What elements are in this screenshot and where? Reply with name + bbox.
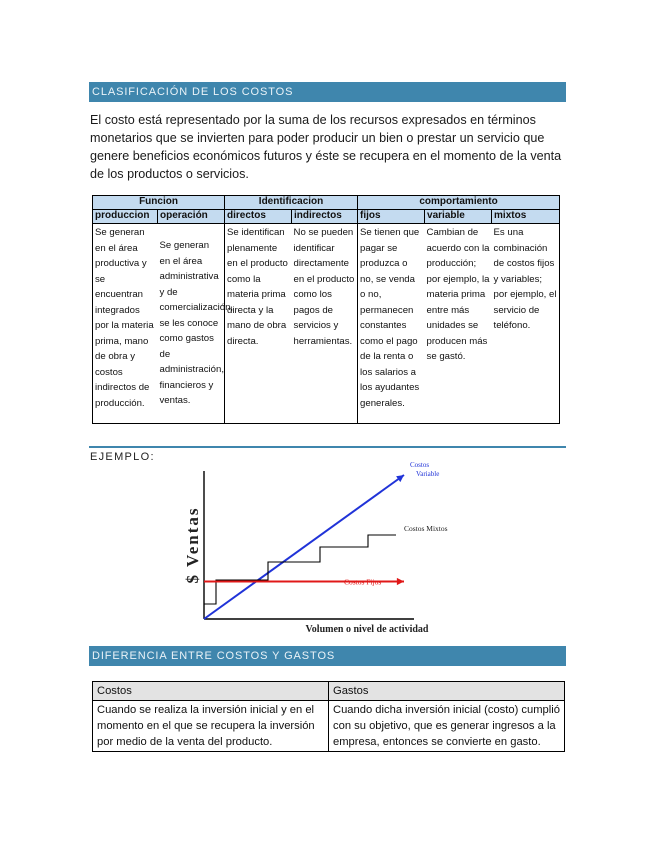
column-header-directos: directos (225, 210, 292, 224)
legend-label-costos-fijos: Costos Fijos (344, 577, 382, 587)
cell-produccion: Se generan en el área productiva y se encuentran integrados por la materia prima, mano de obra y costos indirectos de producción. (93, 224, 158, 424)
arrowhead-costos-fijos (397, 578, 404, 585)
group-header-funcion: Funcion (93, 196, 225, 210)
column-header-indirectos: indirectos (292, 210, 358, 224)
intro-paragraph: El costo está representado por la suma de los recursos expresados en términos monetarios que se invierten para poder producir un bien o prestar un servicio que genere beneficios económicos futuros y éste se recupera en el momento de la venta de los productos o servicios. (90, 113, 562, 181)
legend-label-costos-variable: Costos Variable (410, 461, 440, 478)
header-costos: Costos (93, 682, 329, 701)
costs-vs-expenses-table (92, 681, 565, 752)
section-title-ejemplo: EJEMPLO: (90, 451, 155, 463)
chart-y-axis-label: $ Ventas (183, 506, 202, 584)
section-title-diferencia: DIFERENCIA ENTRE COSTOS Y GASTOS (89, 646, 566, 666)
cell-mixtos: Es una combinación de costos fijos y variables; por ejemplo, el servicio de teléfono. (492, 224, 560, 424)
column-header-fijos: fijos (358, 210, 425, 224)
column-header-operacion: operación (158, 210, 225, 224)
section-divider (89, 446, 566, 448)
column-header-mixtos: mixtos (492, 210, 560, 224)
column-header-produccion: produccion (93, 210, 158, 224)
series-costos-variable (204, 475, 404, 619)
cell-variable: Cambian de acuerdo con la producción; por ejemplo, la materia prima entre más unidades se producen más se gastó. (425, 224, 492, 424)
group-header-identificacion: Identificacion (225, 196, 358, 210)
column-header-variable: variable (425, 210, 492, 224)
cost-classification-table (92, 195, 560, 424)
cell-operacion: Se generan en el área administrativa y de comercialización, se les conoce como gastos de administración, financieros y ventas. (158, 224, 225, 424)
header-gastos: Gastos (329, 682, 565, 701)
chart-x-axis-label: Volumen o nivel de actividad (305, 624, 429, 635)
cell-indirectos: No se pueden identificar directamente en el producto como los pagos de servicios y herramientas. (292, 224, 358, 424)
cell-gastos: Cuando dicha inversión inicial (costo) cumplió con su objetivo, que es generar ingresos a la empresa, entonces se convierte en gasto. (329, 701, 565, 752)
legend-label-costos-mixtos: Costos Mixtos (404, 524, 448, 533)
group-header-comportamiento: comportamiento (358, 196, 560, 210)
cost-behavior-chart (180, 461, 448, 635)
section-title-clasificacion: CLASIFICACIÓN DE LOS COSTOS (89, 82, 566, 102)
series-costos-mixtos (204, 535, 396, 604)
cell-fijos: Se tienen que pagar se produzca o no, se venda o no, permanecen constantes como el pago de la renta o los salarios a los ayudantes generales. (358, 224, 425, 424)
cell-costos: Cuando se realiza la inversión inicial y en el momento en el que se recupera la inversión por medio de la venta del producto. (93, 701, 329, 752)
cell-directos: Se identifican plenamente en el producto como la materia prima directa y la mano de obra directa. (225, 224, 292, 424)
